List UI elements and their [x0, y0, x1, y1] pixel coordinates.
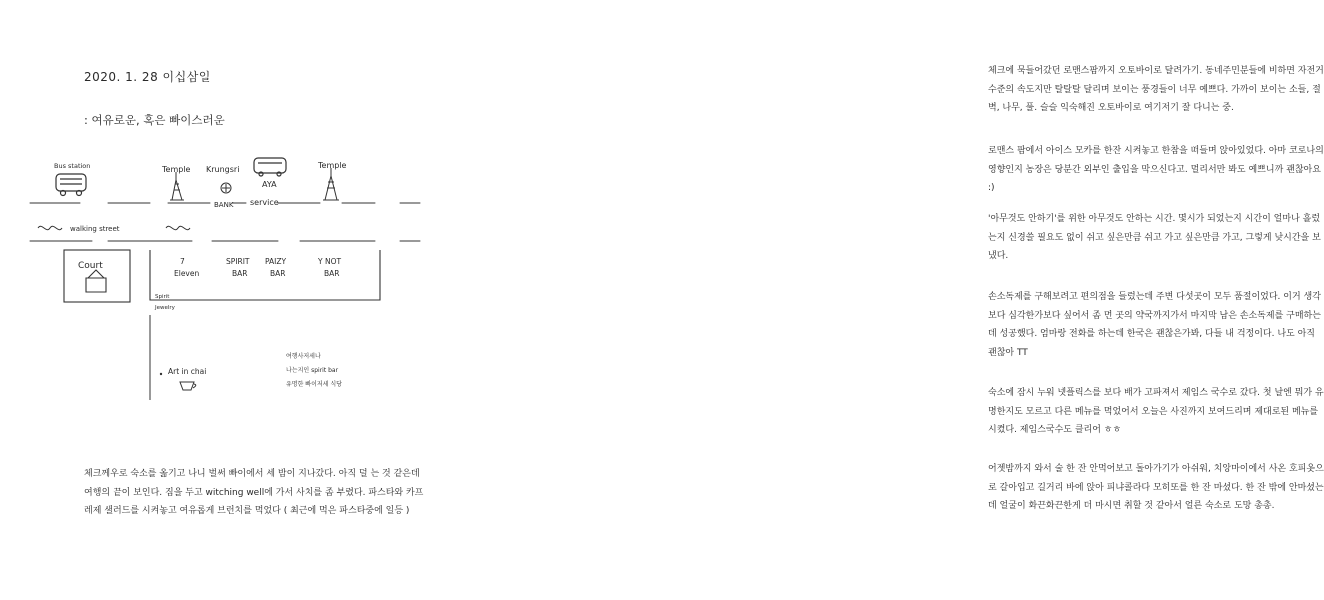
service-label: service	[250, 198, 279, 207]
right-paragraph-6: 어젯밤까지 와서 술 한 잔 안먹어보고 돌아가기가 아쉬워, 치앙마이에서 사온 호피옷으로 갈아입고 길거리 바에 앉아 피냐콜라다 모히또를 한 잔 마셨다. 한 잔 밖에 안마셨는데 얼굴이 화끈화끈한게 더 마시면 취할 것 같아서 얼른 숙소로 도망 총총.	[988, 464, 1324, 511]
spirit-bar-suffix: BAR	[232, 269, 248, 278]
right-paragraph-2: 로맨스 팜에서 아이스 모카를 한잔 시켜놓고 한참을 떠들며 앉아있었다. 아마 코로나의 영향인지 농장은 당분간 외부인 출입을 막으신다고. 멀리서만 봐도 예쁘니까 괜찮아요 :)	[988, 146, 1324, 193]
right-paragraph-5: 숙소에 잠시 누워 넷플릭스를 보다 배가 고파져서 제임스 국수로 갔다. 첫 날엔 뭐가 유명한지도 모르고 다른 메뉴를 먹었어서 오늘은 사진까지 보여드리며 제대로된 메뉴를 시켰다. 제임스국수도 클리어 ㅎㅎ	[988, 388, 1324, 435]
art-in-chai-label: Art in chai	[168, 367, 207, 376]
aya-bus-icon	[254, 158, 286, 176]
krungsri-label: Krungsri	[206, 165, 240, 174]
temple-right-label: Temple	[318, 161, 347, 170]
right-paragraph-1: 체크에 묵들어갔던 로맨스팜까지 오토바이로 달려가기. 동네주민분들에 비하면 자전거 수준의 속도지만 탈탈탈 달리며 보이는 풍경들이 너무 예쁘다. 가까이 보이는 소들, 절벽, 나무, 풀. 슬슬 익숙해진 오토바이로 여기저기 잘 다니는 중.	[988, 66, 1324, 113]
legend-item-3: 유명한 빠이저세 식당	[286, 381, 342, 388]
hand-drawn-map	[0, 150, 450, 410]
seven-eleven-number: 7	[180, 257, 185, 266]
aya-label: AYA	[262, 180, 277, 189]
legend-item-1: 여행사저세나	[286, 353, 321, 360]
walking-street-label: walking street	[70, 225, 120, 233]
court-icon	[86, 270, 106, 292]
paizy-bar-suffix: BAR	[270, 269, 286, 278]
spirit-jewelry-name: Spirit	[155, 294, 170, 300]
left-paragraph: 체크께우로 숙소를 옮기고 나니 벌써 빠이에서 세 밤이 지나갔다. 아직 덜 는 것 같은데 여행의 끝이 보인다. 짐을 두고 witching well에 가서 사치를 좀 부렸다. 파스타와 카프레제 샐러드를 시켜놓고 여유롭게 브런치를 먹었다 ( 최근에 먹은 파스타중에 일등 )	[84, 469, 424, 516]
legend-item-2: 나는지인 spirit bar	[286, 367, 339, 374]
bank-label: BANK	[214, 201, 234, 209]
temple-left-icon	[170, 172, 184, 200]
bus-station-icon	[56, 174, 86, 196]
coffee-cup-icon	[180, 382, 196, 390]
ynot-bar-name: Y NOT	[318, 257, 342, 266]
temple-left-label: Temple	[162, 165, 191, 174]
right-paragraph-4: 손소독제를 구해보려고 편의점을 들렀는데 주변 다섯곳이 모두 품절이었다. 이거 생각보다 심각한가보다 싶어서 좀 먼 곳의 약국까지가서 마지막 남은 손소독제를 구매하는데 성공했다. 엄마랑 전화를 하는데 한국은 괜찮은가봐, 다들 내 걱정이다. 나도 아직 괜찮아 TT	[988, 292, 1321, 358]
left-page	[0, 0, 450, 600]
court-label: Court	[78, 261, 103, 271]
bus-station-label: Bus station	[54, 162, 91, 170]
bank-icon	[221, 183, 231, 193]
spirit-bar-name: SPIRIT	[226, 257, 250, 266]
entry-subtitle: : 여유로운, 혹은 빠이스러운	[84, 113, 225, 127]
right-paragraph-3: '아무것도 안하기'를 위한 아무것도 안하는 시간. 몇시가 되었는지 시간이 얼마나 흘렀는지 신경쓸 필요도 없이 쉬고 싶은만큼 쉬고 가고 싶은만큼 가고, 그렇게 낮시간을 보냈다.	[988, 214, 1321, 261]
right-page	[450, 0, 1324, 600]
entry-date: 2020. 1. 28 이십삼일	[84, 70, 211, 84]
ynot-bar-suffix: BAR	[324, 269, 340, 278]
temple-right-icon	[323, 168, 339, 200]
spirit-jewelry-suffix: Jewelry	[155, 305, 175, 311]
paizy-bar-name: PAIZY	[265, 257, 287, 266]
seven-eleven-label: Eleven	[174, 269, 200, 278]
